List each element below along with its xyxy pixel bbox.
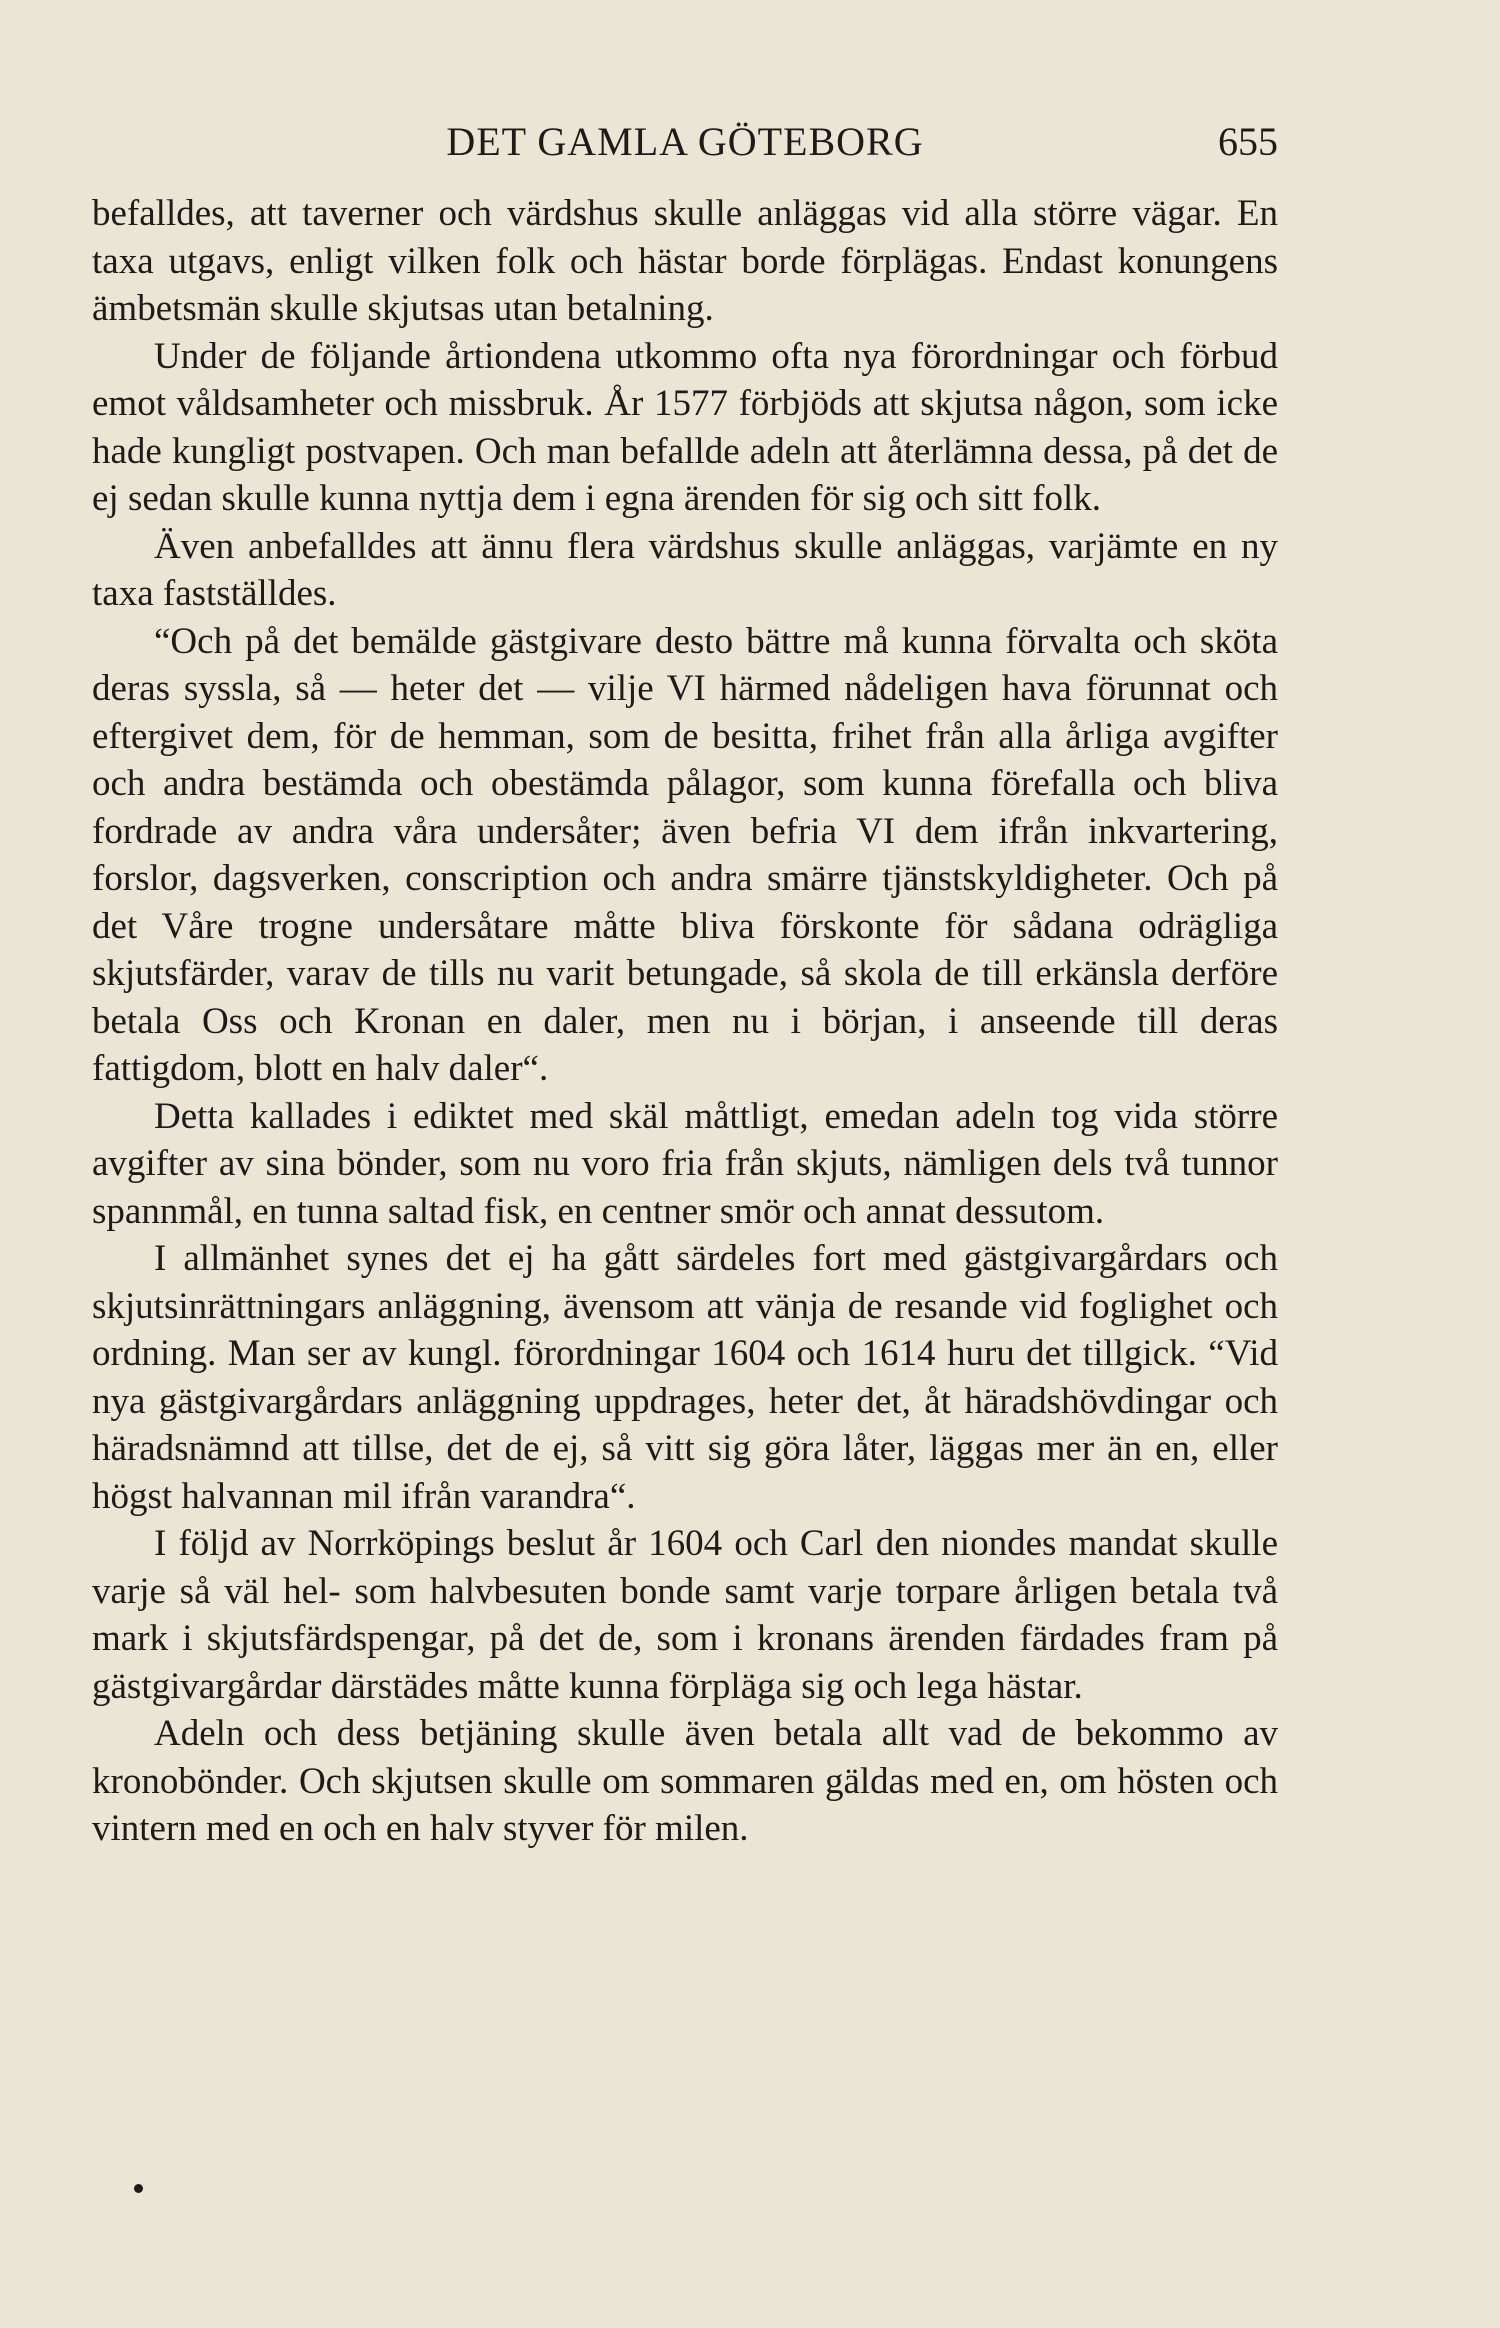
paragraph: befalldes, att taverner och värdshus skulle anläggas vid alla större vägar. En taxa utgavs, enligt vilken folk och hästar borde förplägas. Endast konungens ämbetsmän skulle skjutsas utan betalning. bbox=[92, 193, 1278, 329]
paragraph: Adeln och dess betjäning skulle även betala allt vad de bekommo av kronobönder. Och skjutsen skulle om sommaren gäldas med en, om hösten och vintern med en och en halv styver för milen. bbox=[92, 1713, 1278, 1849]
body-text bbox=[92, 190, 1278, 1853]
ink-dot bbox=[134, 2184, 143, 2193]
paragraph: Även anbefalldes att ännu flera värdshus skulle anläggas, varjämte en ny taxa fastställdes. bbox=[92, 525, 1278, 614]
paragraph: I följd av Norrköpings beslut år 1604 och Carl den niondes mandat skulle varje så väl hel- som halvbesuten bonde samt varje torpare årligen betala två mark i skjutsfärdspengar, på det de, som i kronans ärenden färdades fram på gästgivargårdar därstädes måtte kunna förpläga sig och lega hästar. bbox=[92, 1523, 1278, 1707]
running-head bbox=[92, 112, 1278, 172]
running-title: DET GAMLA GÖTEBORG bbox=[446, 119, 924, 164]
paragraph: I allmänhet synes det ej ha gått särdeles fort med gästgivargårdars och skjutsinrättningars anläggning, ävensom att vänja de resande vid foglighet och ordning. Man ser av kungl. förordningar 1604 och 1614 huru det tillgick. “Vid nya gästgivargårdars anläggning uppdrages, heter det, åt häradshövdingar och häradsnämnd att tillse, det de ej, så vitt sig göra låter, läggas mer än en, eller högst halvannan mil ifrån varandra“. bbox=[92, 1238, 1278, 1517]
paragraph: Detta kallades i ediktet med skäl måttligt, emedan adeln tog vida större avgifter av sina bönder, som nu voro fria från skjuts, nämligen dels två tunnor spannmål, en tunna saltad fisk, en centner smör och annat dessutom. bbox=[92, 1095, 1278, 1232]
paragraph: “Och på det bemälde gästgivare desto bättre må kunna förvalta och sköta deras syssla, så — heter det — vilje VI härmed nådeligen hava förunnat och eftergivet dem, för de hemman, som de besitta, frihet från alla årliga avgifter och andra bestämda och obestämda pålagor, som kunna förefalla och bliva fordrade av andra våra undersåter; även befria VI dem ifrån inkvartering, forslor, dagsverken, conscription och andra smärre tjänstskyldigheter. Och på det Våre trogne undersåtare måtte bliva förskonte för sådana odrägliga skjutsfärder, varav de tills nu varit betungade, så skola de till erkänsla derföre betala Oss och Kronan en daler, men nu i början, i anseende till deras fattigdom, blott en halv daler“. bbox=[92, 620, 1278, 1089]
page-number: 655 bbox=[1218, 119, 1278, 164]
paragraph: Under de följande årtiondena utkommo ofta nya förordningar och förbud emot våldsamheter och missbruk. År 1577 förbjöds att skjutsa någon, som icke hade kungligt postvapen. Och man befallde adeln att återlämna dessa, på det de ej sedan skulle kunna nyttja dem i egna ärenden för sig och sitt folk. bbox=[92, 335, 1278, 519]
